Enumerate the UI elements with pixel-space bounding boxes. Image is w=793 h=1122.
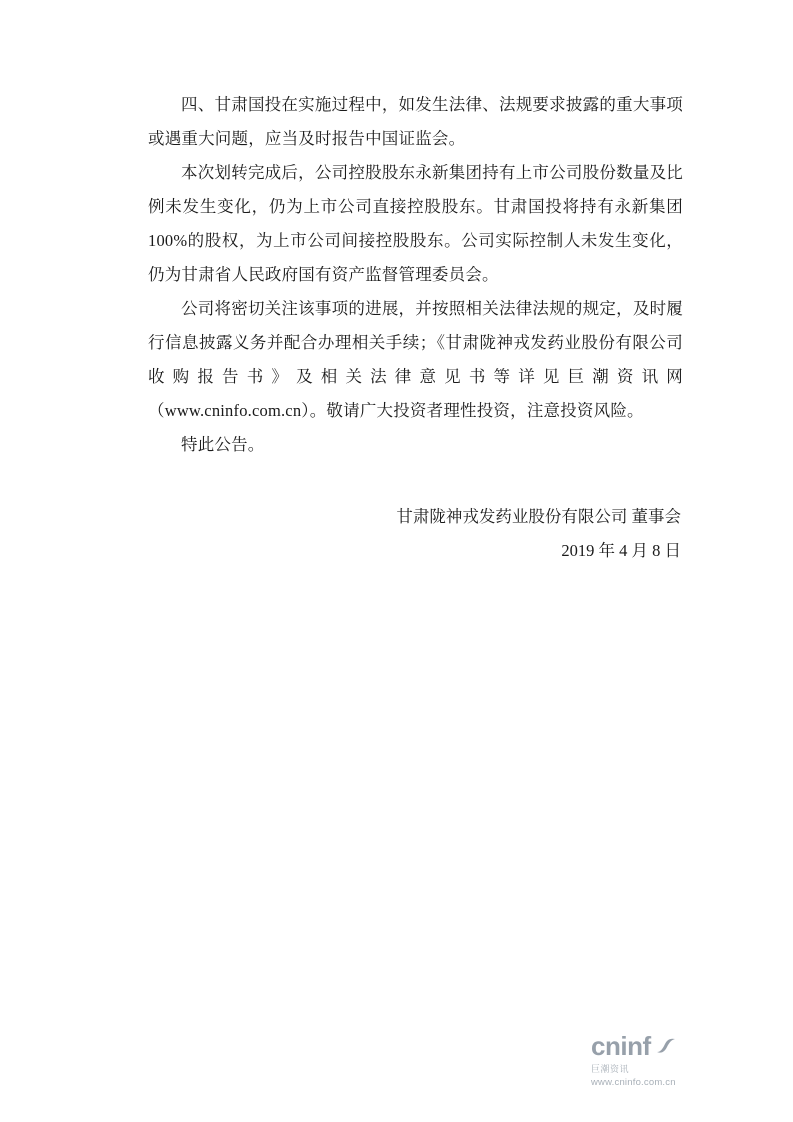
logo-wordmark: cninf <box>591 1031 651 1061</box>
logo-subtitle: 巨潮资讯 <box>591 1064 630 1074</box>
swoosh-icon <box>655 1036 677 1058</box>
logo-mark <box>591 1033 751 1059</box>
paragraph-1: 四、甘肃国投在实施过程中，如发生法律、法规要求披露的重大事项或遇重大问题，应当及时报告中国证监会。 <box>148 95 683 148</box>
paragraph-2: 本次划转完成后，公司控股股东永新集团持有上市公司股份数量及比例未发生变化，仍为上市公司直接控股股东。甘肃国投将持有永新集团 100%的股权，为上市公司间接控股股东。公司实际控制人未发生变化，仍为甘肃省人民政府国有资产监督管理委员会。 <box>148 163 683 284</box>
logo-url: www.cninfo.com.cn <box>591 1077 676 1088</box>
cninfo-watermark <box>591 1033 751 1088</box>
paragraph-4: 特此公告。 <box>181 435 265 454</box>
signature-company: 甘肃陇神戎发药业股份有限公司 董事会 <box>396 507 681 526</box>
paragraph-3: 公司将密切关注该事项的进展，并按照相关法律法规的规定，及时履行信息披露义务并配合办理相关手续；《甘肃陇神戎发药业股份有限公司收购报告书》及相关法律意见书等详见巨潮资讯网（www.cninfo.com.cn）。敬请广大投资者理性投资，注意投资风险。 <box>148 299 683 420</box>
document-body <box>148 88 683 462</box>
signature-block <box>148 500 683 568</box>
signature-date: 2019 年 4 月 8 日 <box>561 541 681 560</box>
